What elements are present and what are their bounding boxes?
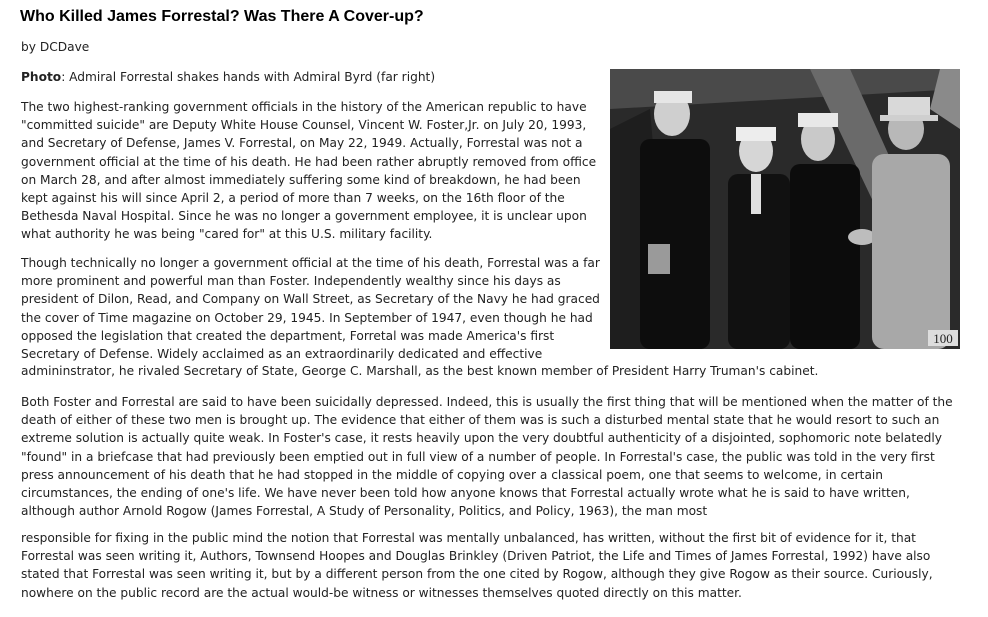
admirals-handshake-photo xyxy=(610,69,960,349)
paragraph-3: Both Foster and Forrestal are said to have been suicidally depressed. Indeed, this is usually the first thing that will be mentioned when the matter of the death of either of these two men is brought up. The evidence that either of them was is such a disturbed mental state that he would resort to such an extreme solution is actually quite weak. In Foster's case, it rests heavily upon the very doubtful authenticity of a disjointed, sophomoric note belatedly "found" in a briefcase that had previously been emptied out in full view of a number of people. In Forrestal's case, the public was told in the very first press announcement of his death that he had stopped in the middle of copying over a classical poem, one that seems to welcome, in certain circumstances, the ending of one's life. We have never been told how anyone knows that Forrestal actually wrote what he is said to have written, although author Arnold Rogow (James Forrestal, A Study of Personality, Politics, and Policy, 1963), the man most xyxy=(21,395,953,519)
paragraph-1: The two highest-ranking government officials in the history of the American republic to have "committed suicide" are Deputy White House Counsel, Vincent W. Foster,Jr. on July 20, 1993, and Secretary of Defense, James V. Forrestal, on May 22, 1949. Actually, Forrestal was not a government official at the time of his death. He had been rather abruptly removed from office on March 28, and after almost immediately suffering some kind of breakdown, he had been kept against his will since April 2, a period of more than 7 weeks, on the 16th floor of the Bethesda Naval Hospital. Since he was no longer a government employee, it is unclear upon what authority he was being "cared for" at this U.S. military facility. xyxy=(21,100,597,242)
paragraph-2: Though technically no longer a government official at the time of his death, Forrestal was a far more prominent and powerful man than Foster. Independently wealthy since his days as president of Dilon, Read, and Company on Wall Street, as Secretary of the Navy he had graced the cover of Time magazine on October 29, 1945. In September of 1947, even though he had opposed the legislation that created the department, Forretal was made America's first Secretary of Defense. Widely acclaimed as an extraordinarily dedicated and effective xyxy=(21,256,600,362)
paragraph-2-continued: admininstrator, he rivaled Secretary of State, George C. Marshall, as the best known member of President Harry Truman's cabinet. xyxy=(21,364,819,378)
byline: by DCDave xyxy=(21,40,90,54)
photo-caption xyxy=(21,68,435,86)
article-photo xyxy=(610,69,960,349)
photo-caption-text: : Admiral Forrestal shakes hands with Admiral Byrd (far right) xyxy=(61,70,436,84)
article-title: Who Killed James Forrestal? Was There A Cover-up? xyxy=(20,8,424,25)
photo-number: 100 xyxy=(933,331,953,346)
paragraph-4: responsible for fixing in the public mind the notion that Forrestal was mentally unbalanced, has written, without the first bit of evidence for it, that Forrestal was seen writing it, Authors, Townsend Hoopes and Douglas Brinkley (Driven Patriot, the Life and Times of James Forrestal, 1992) have also stated that Forrestal was seen writing it, but by a different person from the one cited by Rogow, although they give Rogow as their source. Curiously, nowhere on the public record are the actual would-be witness or witnesses themselves quoted directly on this matter. xyxy=(21,531,933,600)
photo-label: Photo xyxy=(21,70,62,84)
